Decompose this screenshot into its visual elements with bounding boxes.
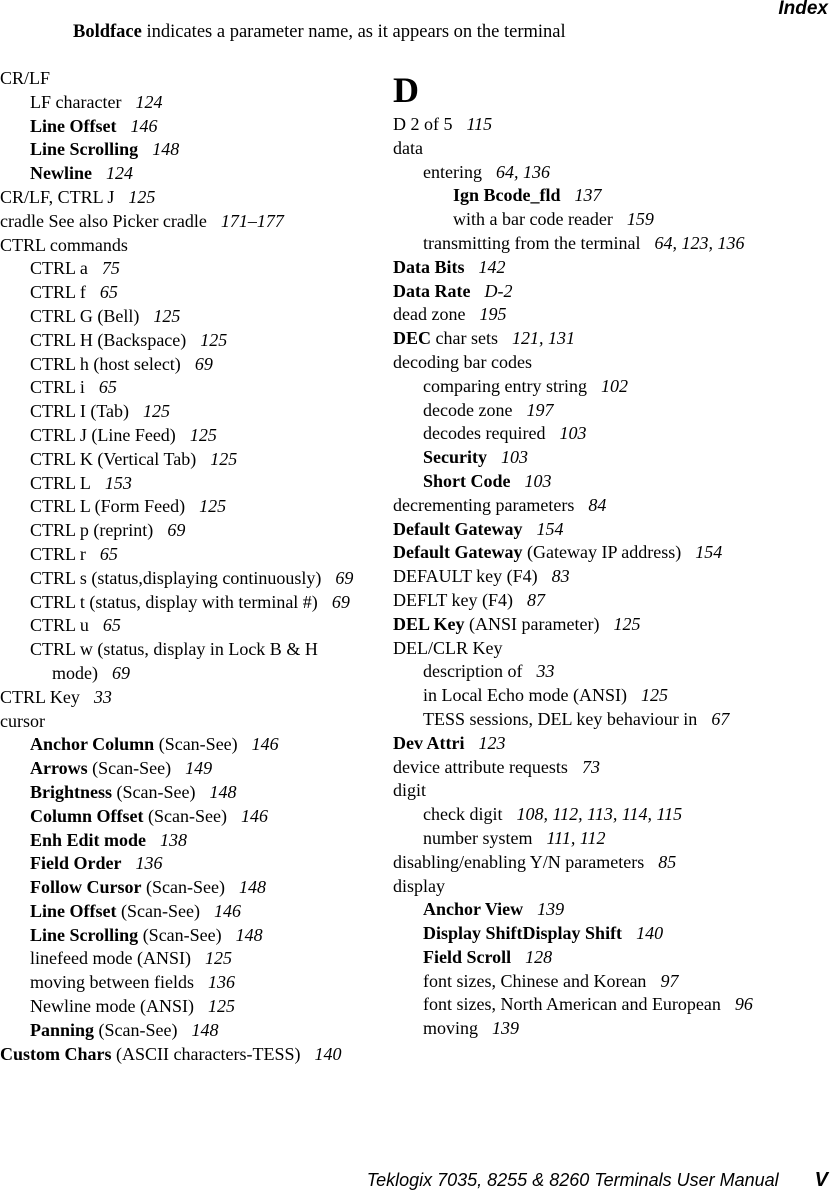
index-subentry [0,424,360,448]
page-reference: 139 [492,1018,520,1039]
entry-text: (Scan-See) [87,758,172,779]
page-reference: 146 [130,115,158,136]
page-reference: 125 [153,305,181,326]
page-reference: 84 [588,494,607,515]
parameter-name: Data Rate [393,280,471,301]
page-reference: 103 [500,447,528,468]
entry-text: entering [423,161,482,182]
entry-text: CTRL K (Vertical Tab) [30,448,197,469]
page-reference: 197 [526,399,554,420]
index-subentry [0,733,360,757]
entry-text: CTRL i [30,377,85,398]
index-entry [0,710,360,734]
entry-text: (Scan-See) [138,924,222,945]
index-entry [0,1043,360,1067]
parameter-name: Display ShiftDisplay Shift [423,923,623,944]
entry-text: CTRL f [30,282,86,303]
parameter-name: Anchor Column [30,734,155,755]
page-reference: 146 [240,805,268,826]
page-reference: 154 [536,518,564,539]
entry-text: (Scan-See) [141,877,225,898]
parameter-name: Default Gateway [393,542,523,563]
page-reference: 65 [99,543,118,564]
entry-text: moving [423,1018,479,1039]
index-entry [0,186,360,210]
page-reference: 73 [581,756,600,777]
entry-text: (ASCII characters-TESS) [111,1043,301,1064]
index-entry [0,67,360,91]
entry-text: TESS sessions, DEL key behaviour in [423,708,698,729]
page-reference: 148 [152,139,180,160]
page-reference: 124 [135,91,163,112]
index-subentry [393,208,833,232]
index-entry [393,327,833,351]
index-subentry [393,375,833,399]
index-subentry [393,946,833,970]
parameter-name: Enh Edit mode [30,829,147,850]
index-entry [393,565,833,589]
page-reference: 148 [209,781,237,802]
running-header: Index [778,0,828,19]
index-subentry [0,591,360,615]
page-reference: 125 [189,424,217,445]
index-subentry [0,567,360,591]
index-subentry [0,781,360,805]
index-subentry [0,947,360,971]
page-reference: 69 [331,591,350,612]
page-reference: 33 [93,686,112,707]
index-subentry [0,1019,360,1043]
page-reference: 125 [200,329,228,350]
index-entry [393,280,833,304]
page-reference: 64, 136 [495,161,550,182]
page-reference: 64, 123, 136 [654,232,745,253]
page-reference: 115 [466,114,493,134]
entry-text: CTRL I (Tab) [30,401,130,422]
page-reference: 140 [636,923,664,944]
parameter-name: Dev Attri [393,732,465,753]
page-reference: 125 [640,685,668,706]
page-reference: 69 [167,520,186,541]
page-reference: 159 [626,209,654,230]
index-subentry [0,472,360,496]
index-entry [393,351,833,375]
entry-text: disabling/enabling Y/N parameters [393,851,645,872]
index-subentry [0,805,360,829]
index-entry [393,851,833,875]
index-subentry [0,638,360,686]
index-entry [393,541,833,565]
page-reference: 125 [128,186,156,207]
page-reference: 103 [559,423,587,444]
page-reference: 136 [135,853,163,874]
parameter-name: Default Gateway [393,518,523,539]
page-reference: 148 [191,1019,219,1040]
entry-text: cursor [0,710,45,731]
parameter-name: Ign Bcode_fld [453,185,561,206]
index-subentry [0,757,360,781]
entry-text: decodes required [423,423,546,444]
entry-text: CTRL H (Backspace) [30,329,187,350]
parameter-name: Line Offset [30,900,117,921]
entry-text: device attribute requests [393,756,568,777]
parameter-name: Newline [30,163,92,184]
index-subentry [0,353,360,377]
page-reference: 139 [537,899,565,920]
entry-text: data [393,137,423,158]
page-reference: 96 [734,994,753,1015]
parameter-name: Line Scrolling [30,139,139,160]
page-reference: 125 [143,401,171,422]
entry-text: LF character [30,91,122,112]
index-entry [393,137,833,161]
entry-text: CTRL L [30,472,91,493]
page-reference: 123 [478,732,506,753]
entry-text: digit [393,780,427,801]
page-reference: 111, 112 [546,827,606,848]
note-bold: Boldface [73,22,142,42]
parameter-name: Anchor View [423,899,524,920]
page-reference: 140 [314,1043,342,1064]
entry-text: CTRL s (status,displaying continuously) [30,567,322,588]
page-number: V [814,1169,828,1191]
parameter-name: Column Offset [30,805,144,826]
entry-text: CTRL J (Line Feed) [30,424,176,445]
entry-text: D 2 of 5 [393,114,453,134]
entry-text: DEL/CLR Key [393,637,503,658]
entry-text: in Local Echo mode (ANSI) [423,685,627,706]
index-entry [0,234,360,258]
index-subentry [393,970,833,994]
entry-text: CTRL Key [0,686,80,707]
page-reference: 195 [479,304,507,325]
index-entry [393,589,833,613]
entry-text: CTRL r [30,543,86,564]
page-reference: 103 [524,470,552,491]
entry-text: CTRL a [30,258,88,279]
index-subentry [0,305,360,329]
entry-text: CTRL h (host select) [30,353,181,374]
page-reference: 108, 112, 113, 114, 115 [516,804,683,825]
page-reference: 125 [210,448,238,469]
parameter-name: Brightness [30,781,113,802]
entry-text: CR/LF [0,68,51,88]
index-subentry [393,184,833,208]
page-reference: 125 [199,496,227,517]
index-subentry [0,376,360,400]
page-reference: 65 [98,377,117,398]
index-entry [393,256,833,280]
page-reference: 125 [613,613,641,634]
page-reference: 97 [660,970,679,991]
page-reference: 171–177 [220,210,284,231]
index-subentry [393,660,833,684]
entry-text: (Scan-See) [94,1019,178,1040]
page-reference: 142 [478,256,506,277]
parameter-name: Follow Cursor [30,877,142,898]
parameter-name: Security [423,447,487,468]
page-reference: 102 [600,375,628,396]
entry-text: CTRL u [30,615,89,636]
page-reference: 153 [104,472,132,493]
index-entry [393,303,833,327]
page-reference: 136 [207,972,235,993]
entry-text: decoding bar codes [393,351,532,372]
page-reference: 148 [235,924,263,945]
index-entry [393,875,833,899]
index-subentry [0,91,360,115]
entry-text: font sizes, North American and European [423,994,721,1015]
index-column-right [393,67,833,1041]
index-subentry [393,922,833,946]
index-subentry [393,827,833,851]
index-entry [393,756,833,780]
page-reference: 83 [551,566,570,587]
entry-text: font sizes, Chinese and Korean [423,970,647,991]
entry-text: cradle See also Picker cradle [0,210,207,231]
entry-text: (ANSI parameter) [464,613,600,634]
entry-text: char sets [431,328,498,349]
index-subentry [0,495,360,519]
page-reference: 67 [711,708,730,729]
parameter-name: Custom Chars [0,1043,112,1064]
entry-text: DEFLT key (F4) [393,589,514,610]
index-entry [0,210,360,234]
entry-text: CTRL p (reprint) [30,520,154,541]
entry-text: number system [423,827,533,848]
page-reference: 149 [185,758,213,779]
index-entry [393,113,833,137]
index-entry [393,613,833,637]
index-subentry [0,829,360,853]
parameter-name: Arrows [30,758,88,779]
index-subentry [0,115,360,139]
page-reference: 65 [99,282,118,303]
entry-text: decrementing parameters [393,494,575,515]
entry-text: decode zone [423,399,513,420]
footer-title: Teklogix 7035, 8255 & 8260 Terminals User Manual [366,1170,779,1190]
entry-text: dead zone [393,304,466,325]
parameter-name: Line Scrolling [30,924,139,945]
index-subentry [0,900,360,924]
entry-text: (Scan-See) [112,781,196,802]
parameter-name: DEC [393,328,432,349]
page-reference: 125 [207,996,235,1017]
page-reference: 65 [102,615,121,636]
index-entry [0,686,360,710]
page-reference: 137 [574,185,602,206]
index-entry [393,494,833,518]
parameter-name: Field Scroll [423,946,512,967]
index-subentry [0,543,360,567]
boldface-note [73,22,566,43]
index-subentry [0,257,360,281]
index-subentry [0,448,360,472]
entry-text: transmitting from the terminal [423,232,641,253]
index-column-left [0,67,360,1066]
index-entry [393,732,833,756]
index-entry [393,518,833,542]
entry-text: with a bar code reader [453,209,613,230]
index-subentry [0,971,360,995]
entry-text: (Scan-See) [116,900,200,921]
index-subentry [0,162,360,186]
index-subentry [393,399,833,423]
page-reference: 121, 131 [512,328,575,349]
page-reference: 87 [527,589,546,610]
index-subentry [393,161,833,185]
index-subentry [393,446,833,470]
section-letter: D [393,70,419,110]
index-subentry [393,470,833,494]
index-subentry [0,876,360,900]
entry-text: comparing entry string [423,375,587,396]
page-reference: 146 [251,734,279,755]
parameter-name: Data Bits [393,256,465,277]
index-subentry [0,329,360,353]
note-text: indicates a parameter name, as it appears on the terminal [141,22,566,42]
index-subentry [393,232,833,256]
entry-text: display [393,875,445,896]
index-subentry [0,924,360,948]
page-reference: D-2 [484,280,513,301]
entry-text: (Scan-See) [154,734,238,755]
index-subentry [393,684,833,708]
entry-text: (Gateway IP address) [522,542,682,563]
index-subentry [393,898,833,922]
page-reference: 128 [525,946,553,967]
index-entry [393,637,833,661]
index-subentry [393,1017,833,1041]
entry-text: CTRL L (Form Feed) [30,496,186,517]
page-reference: 146 [213,900,241,921]
page-reference: 138 [160,829,188,850]
index-subentry [0,138,360,162]
entry-text: (Scan-See) [143,805,227,826]
entry-text: DEFAULT key (F4) [393,566,538,587]
page-reference: 75 [101,258,120,279]
index-subentry [393,708,833,732]
index-subentry [0,519,360,543]
index-subentry [393,803,833,827]
entry-text: linefeed mode (ANSI) [30,948,191,969]
entry-text: CR/LF, CTRL J [0,186,115,207]
entry-text: moving between fields [30,972,194,993]
page-reference: 69 [111,662,130,683]
page-footer [367,1169,828,1192]
index-subentry [0,400,360,424]
index-entry [393,779,833,803]
page-reference: 124 [106,163,133,184]
entry-text: CTRL t (status, display with terminal #) [30,591,318,612]
index-subentry [0,995,360,1019]
index-subentry [393,993,833,1017]
index-subentry [0,281,360,305]
entry-text: CTRL commands [0,234,128,255]
page-reference: 148 [238,877,266,898]
index-subentry [393,422,833,446]
parameter-name: DEL Key [393,613,465,634]
index-subentry [0,614,360,638]
parameter-name: Panning [30,1019,95,1040]
page-reference: 33 [536,661,555,682]
entry-text: Newline mode (ANSI) [30,996,194,1017]
page-reference: 69 [194,353,213,374]
parameter-name: Field Order [30,853,122,874]
page-reference: 85 [658,851,677,872]
page-reference: 154 [695,542,723,563]
page-reference: 69 [335,567,354,588]
parameter-name: Line Offset [30,115,117,136]
entry-text: CTRL w (status, display in Lock B & H mode) [30,639,318,683]
entry-text: description of [423,661,523,682]
parameter-name: Short Code [423,470,511,491]
entry-text: check digit [423,804,503,825]
index-subentry [0,852,360,876]
entry-text: CTRL G (Bell) [30,305,140,326]
page-reference: 125 [204,948,232,969]
